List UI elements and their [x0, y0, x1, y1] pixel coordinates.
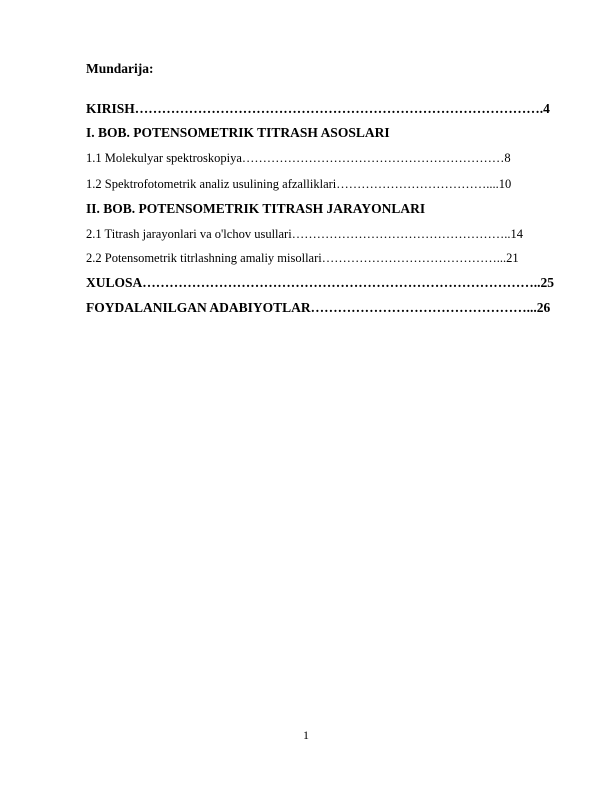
toc-entry-2-1: 2.1 Titrash jarayonlari va o'lchov usullari……………………………………………..14 [86, 227, 523, 241]
toc-entry-chapter-1: I. BOB. POTENSOMETRIK TITRASH ASOSLARI [86, 125, 390, 140]
page-number: 1 [303, 728, 309, 742]
toc-entry-1-2: 1.2 Spektrofotometrik analiz usulining afzalliklari………………………………....10 [86, 177, 512, 191]
toc-entry-references: FOYDALANILGAN ADABIYOTLAR…………………………………………...26 [86, 300, 551, 315]
toc-heading: Mundarija: [86, 61, 154, 76]
toc-entry-2-2: 2.2 Potensometrik titrlashning amaliy misollari……………………………………...21 [86, 251, 519, 265]
toc-entry-1-1: 1.1 Molekulyar spektroskopiya………………………………………………………8 [86, 151, 511, 165]
toc-entry-xulosa: XULOSA……………………………………………………………………………..25 [86, 275, 555, 290]
toc-entry-chapter-2: II. BOB. POTENSOMETRIK TITRASH JARAYONLARI [86, 201, 426, 216]
toc-entry-kirish: KIRISH……………………………………………………………………………….4 [86, 101, 550, 116]
